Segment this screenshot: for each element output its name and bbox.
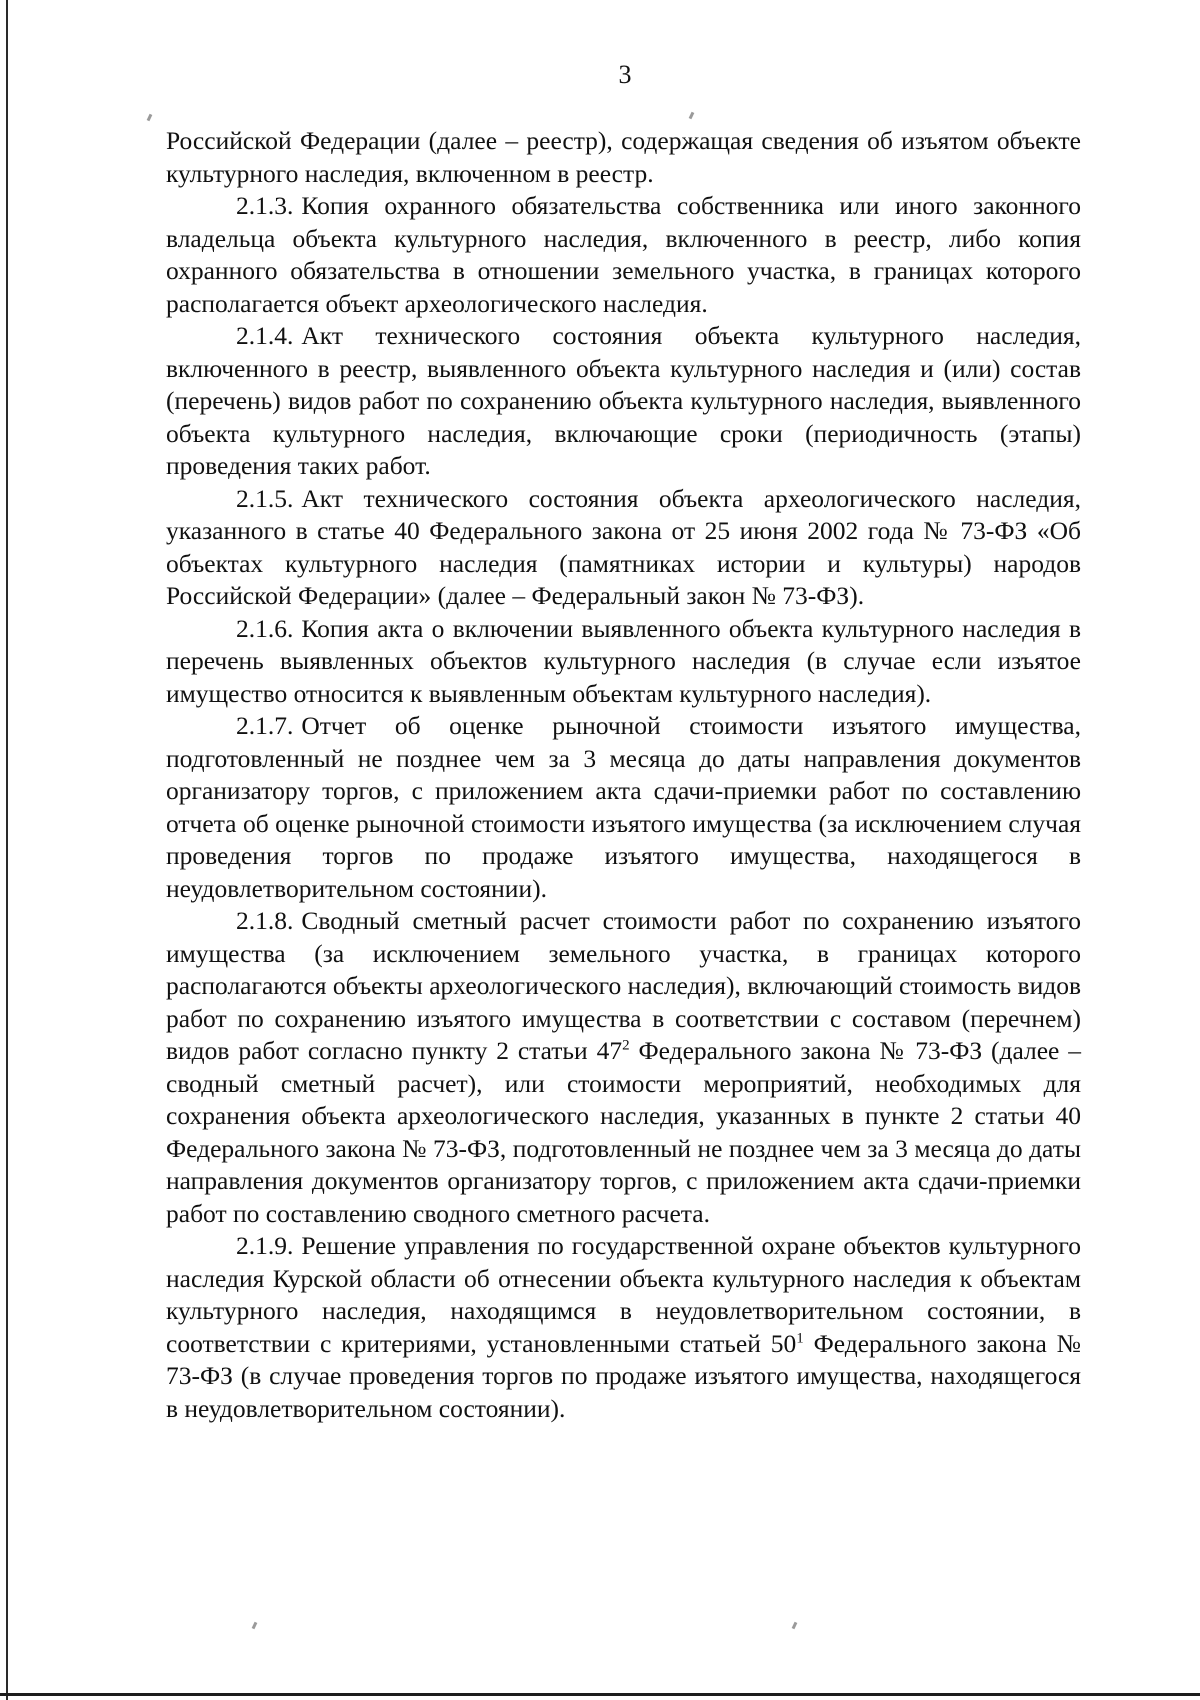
document-body [166, 125, 1081, 1425]
clause-number: 2.1.4. [236, 321, 294, 350]
superscript-index: 2 [622, 1037, 630, 1054]
paragraph-2-1-7 [166, 710, 1081, 905]
paragraph-text: Российской Федерации (далее – реестр), содержащая сведения об изъятом объекте культурного наследия, включенном в реестр. [166, 126, 1081, 188]
paragraph-text: Акт технического состояния объекта культурного наследия, включенного в реестр, выявленного объекта культурного наследия и (или) состав (перечень) видов работ по сохранению объекта культурного наследия, выявленного объекта культурного наследия, включающие сроки (периодичность (этапы) проведения таких работ. [166, 321, 1081, 480]
scan-edge-left [6, 0, 8, 1700]
scan-speck [689, 112, 695, 120]
scan-speck [792, 1622, 798, 1630]
clause-number: 2.1.9. [236, 1231, 294, 1260]
clause-number: 2.1.8. [236, 906, 294, 935]
clause-number: 2.1.3. [236, 191, 294, 220]
paragraph-2-1-6 [166, 613, 1081, 711]
paragraph-2-1-5 [166, 483, 1081, 613]
paragraph-2-1-4 [166, 320, 1081, 483]
paragraph-2-1-8 [166, 905, 1081, 1230]
paragraph-2-1-9 [166, 1230, 1081, 1425]
page-number: 3 [618, 60, 632, 89]
scan-speck [252, 1622, 258, 1630]
paragraph-text: Решение управления по государственной охране объектов культурного наследия Курской области об отнесении объекта культурного наследия к объектам культурного наследия, находящимся в неудовлетворительном состоянии, в соответствии с критериями, установленными статьей 50 [166, 1231, 1081, 1358]
paragraph-text: Акт технического состояния объекта археологического наследия, указанного в статье 40 Федерального закона от 25 июня 2002 года № 73-ФЗ «Об объектах культурного наследия (памятниках истории и культуры) народов Российской Федерации» (далее – Федеральный закон № 73-ФЗ). [166, 483, 1081, 610]
paragraph-text-continued: Федерального закона № 73-ФЗ (в случае проведения торгов по продаже изъятого имущества, находящегося в неудовлетворительном состоянии). [166, 1328, 1081, 1423]
paragraph-text: Отчет об оценке рыночной стоимости изъятого имущества, подготовленный не позднее чем за 3 месяца до даты направления документов организатору торгов, с приложением акта сдачи-приемки работ по составлению отчета об оценке рыночной стоимости изъятого имущества (за исключением случая проведения торгов по продаже изъятого имущества, находящегося в неудовлетворительном состоянии). [166, 711, 1081, 903]
paragraph-2-1-3 [166, 190, 1081, 320]
clause-number: 2.1.7. [236, 711, 294, 740]
paragraph-text: Сводный сметный расчет стоимости работ по сохранению изъятого имущества (за исключением земельного участка, в границах которого располагаются объекты археологического наследия), включающий стоимость видов работ по сохранению изъятого имущества в соответствии с составом (перечнем) видов работ согласно пункту 2 статьи 47 [166, 906, 1081, 1065]
superscript-index: 1 [796, 1330, 804, 1346]
scan-edge-bottom [0, 1693, 1200, 1696]
paragraph-continuation [166, 125, 1081, 190]
clause-number: 2.1.6. [236, 613, 294, 643]
paragraph-text: Копия акта о включении выявленного объекта культурного наследия в перечень выявленных объектов культурного наследия (в случае если изъятое имущество относится к выявленным объектам культурного наследия). [166, 613, 1081, 708]
clause-number: 2.1.5. [236, 483, 294, 513]
scan-speck [147, 114, 153, 122]
paragraph-text: Копия охранного обязательства собственника или иного законного владельца объекта культурного наследия, включенного в реестр, либо копия охранного обязательства в отношении земельного участка, в границах которого располагается объект археологического наследия. [166, 191, 1081, 318]
paragraph-text-continued: Федерального закона № 73-ФЗ (далее – сводный сметный расчет), или стоимости мероприятий, необходимых для сохранения объекта археологического наследия, указанных в пункте 2 статьи 40 Федерального закона № 73-ФЗ, подготовленный не позднее чем за 3 месяца до даты направления документов организатору торгов, с приложением акта сдачи-приемки работ по составлению сводного сметного расчета. [166, 1036, 1081, 1228]
